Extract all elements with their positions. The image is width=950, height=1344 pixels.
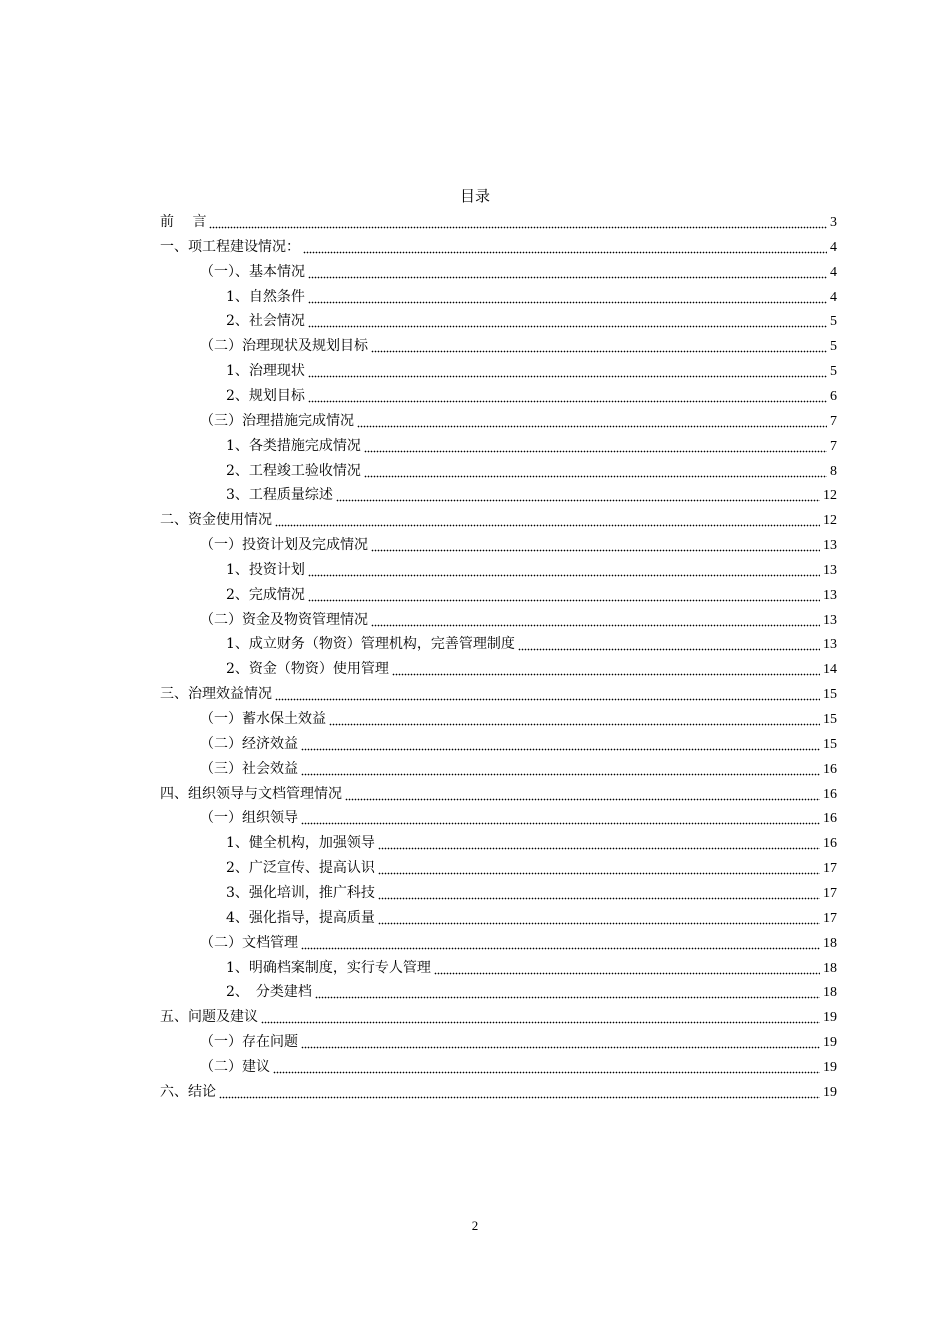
toc-entry-page: 4: [830, 289, 837, 305]
toc-entry-page: 15: [823, 687, 837, 703]
toc-leader-dots: [308, 360, 827, 382]
toc-entry-page: 4: [830, 264, 837, 280]
toc-leader-dots: [301, 932, 820, 954]
toc-entry-label: 1、投资计划: [226, 561, 305, 578]
toc-entry-page: 7: [830, 438, 837, 454]
toc-entry-page: 16: [823, 811, 837, 827]
toc-leader-dots: [308, 584, 820, 606]
toc-leader-dots: [209, 211, 827, 233]
toc-leader-dots: [275, 683, 820, 705]
toc-entry-page: 19: [823, 1010, 837, 1026]
toc-entry-label: （一）投资计划及完成情况: [200, 537, 368, 554]
toc-entry[interactable]: [160, 683, 837, 705]
toc-entry-label: 2、广泛宣传、提高认识: [226, 860, 375, 877]
toc-leader-dots: [261, 1006, 820, 1028]
toc-entry-label: 2、社会情况: [226, 313, 305, 330]
toc-entry-label: 三、治理效益情况: [160, 686, 272, 703]
toc-entry-label: 2、工程竣工验收情况: [226, 462, 361, 479]
toc-entry-page: 5: [830, 314, 837, 330]
toc-entry-page: 15: [823, 736, 837, 752]
toc-leader-dots: [308, 385, 827, 407]
toc-entry[interactable]: [200, 534, 837, 556]
toc-entry-label: 二、资金使用情况: [160, 512, 272, 529]
toc-entry-page: 19: [823, 1035, 837, 1051]
toc-entry-label: 四、组织领导与文档管理情况: [160, 785, 342, 802]
toc-entry[interactable]: [160, 236, 837, 258]
toc-entry[interactable]: [226, 907, 837, 929]
toc-entry-label: 2、 分类建档: [226, 984, 312, 1001]
toc-leader-dots: [308, 261, 827, 283]
toc-entry-label: （二）建议: [200, 1058, 270, 1075]
toc-entry-page: 15: [823, 712, 837, 727]
toc-entry[interactable]: [226, 435, 837, 457]
toc-entry[interactable]: [200, 758, 837, 780]
toc-entry-label: 3、工程质量综述: [226, 487, 333, 504]
toc-leader-dots: [371, 609, 820, 631]
toc-leader-dots: [308, 559, 820, 581]
toc-entry[interactable]: [226, 460, 837, 482]
toc-entry[interactable]: [226, 584, 837, 606]
toc-entry[interactable]: [226, 882, 837, 904]
toc-entry-page: 18: [823, 985, 837, 1001]
toc-entry-label: （三）社会效益: [200, 760, 298, 777]
toc-entry-page: 18: [823, 960, 837, 976]
toc-entry-label: 1、健全机构，加强领导: [226, 835, 375, 852]
toc-entry[interactable]: [226, 310, 837, 332]
toc-leader-dots: [336, 484, 820, 506]
toc-entry-page: 16: [823, 786, 837, 802]
toc-entry-label: （一）、基本情况: [200, 263, 305, 280]
toc-leader-dots: [434, 957, 820, 979]
toc-entry-page: 5: [830, 364, 837, 380]
toc-entry-page: 19: [823, 1059, 837, 1075]
toc-leader-dots: [301, 807, 820, 829]
toc-entry[interactable]: [226, 633, 837, 655]
toc-leader-dots: [308, 286, 827, 308]
toc-entry-label: （二）文档管理: [200, 934, 298, 951]
toc-entry-page: 18: [823, 935, 837, 951]
toc-leader-dots: [392, 658, 820, 680]
toc-leader-dots: [378, 832, 820, 854]
toc-entry-page: 12: [823, 513, 837, 529]
toc-entry-label: 前 言: [160, 214, 207, 230]
toc-entry-page: 17: [823, 885, 837, 901]
toc-entry[interactable]: [200, 1056, 837, 1078]
toc-leader-dots: [275, 509, 820, 531]
toc-entry-page: 13: [823, 637, 837, 653]
toc-entry[interactable]: [200, 807, 837, 829]
toc-entry-label: 1、成立财务（物资）管理机构，完善管理制度: [226, 636, 515, 653]
toc-leader-dots: [518, 633, 820, 655]
toc-title: 目录: [459, 187, 490, 205]
toc-entry[interactable]: [200, 609, 837, 631]
toc-entry[interactable]: [226, 360, 837, 382]
toc-entry-label: 4、强化指导，提高质量: [226, 909, 375, 926]
toc-leader-dots: [371, 534, 820, 556]
toc-entry[interactable]: [226, 658, 837, 680]
toc-entry-page: 19: [823, 1084, 837, 1100]
toc-entry-label: （一）存在问题: [200, 1034, 298, 1051]
toc-entry-page: 12: [823, 488, 837, 504]
toc-entry[interactable]: [200, 410, 837, 432]
toc-entry[interactable]: [200, 708, 837, 730]
toc-entry[interactable]: [160, 1006, 837, 1028]
toc-entry[interactable]: [226, 832, 837, 854]
toc-entry-label: （二）治理现状及规划目标: [200, 338, 368, 355]
toc-entry[interactable]: [226, 559, 837, 581]
toc-leader-dots: [301, 1031, 820, 1053]
toc-entry-label: （二）资金及物资管理情况: [200, 611, 368, 628]
toc-entry[interactable]: [226, 857, 837, 879]
toc-entry-page: 13: [823, 538, 837, 554]
toc-leader-dots: [378, 882, 820, 904]
toc-entry-label: （一）组织领导: [200, 810, 298, 827]
toc-entry-label: （二）经济效益: [200, 735, 298, 752]
toc-entry-page: 14: [823, 662, 837, 678]
toc-entry-page: 13: [823, 612, 837, 628]
toc-entry-label: 一、项工程建设情况：: [160, 238, 300, 255]
toc-entry[interactable]: [160, 1081, 837, 1103]
toc-leader-dots: [371, 335, 827, 357]
toc-entry-page: 8: [830, 463, 837, 479]
toc-entry-page: 13: [823, 587, 837, 603]
toc-leader-dots: [301, 758, 820, 780]
toc-entry-label: （三）治理措施完成情况: [200, 412, 354, 429]
toc-leader-dots: [219, 1081, 820, 1103]
toc-entry-page: 17: [823, 910, 837, 926]
toc-entry-label: 1、自然条件: [226, 288, 305, 305]
toc-entry[interactable]: [226, 957, 837, 979]
toc-entry[interactable]: [200, 335, 837, 357]
toc-entry-label: 五、问题及建议: [160, 1009, 258, 1026]
page-number: 2: [471, 1218, 479, 1233]
toc-entry[interactable]: [226, 385, 837, 407]
toc-entry-page: 7: [830, 413, 837, 429]
toc-entry-page: 3: [830, 215, 837, 230]
toc-entry-label: 1、明确档案制度，实行专人管理: [226, 959, 431, 976]
toc-entry-label: 六、结论: [160, 1083, 216, 1100]
toc-entry-page: 5: [830, 339, 837, 355]
toc-entry-page: 16: [823, 836, 837, 852]
toc-entry[interactable]: [160, 509, 837, 531]
toc-entry-label: 2、完成情况: [226, 586, 305, 603]
toc-entry-label: （一）蓄水保土效益: [200, 711, 326, 727]
toc-leader-dots: [345, 783, 820, 805]
toc-leader-dots: [315, 981, 820, 1003]
toc-entry-page: 4: [830, 239, 837, 255]
toc-entry-page: 17: [823, 861, 837, 877]
toc-entry[interactable]: [226, 981, 837, 1003]
toc-entry[interactable]: [160, 211, 837, 233]
toc-entry[interactable]: [200, 932, 837, 954]
toc-leader-dots: [357, 410, 827, 432]
toc-leader-dots: [378, 907, 820, 929]
toc-leader-dots: [273, 1056, 820, 1078]
toc-leader-dots: [301, 733, 820, 755]
toc-entry[interactable]: [200, 733, 837, 755]
toc-leader-dots: [378, 857, 820, 879]
toc-entry-label: 1、治理现状: [226, 363, 305, 380]
toc-entry-label: 1、各类措施完成情况: [226, 437, 361, 454]
toc-entry-label: 2、规划目标: [226, 387, 305, 404]
toc-entry[interactable]: [160, 783, 837, 805]
toc-entry-page: 16: [823, 761, 837, 777]
toc-entry[interactable]: [200, 261, 837, 283]
toc-entry-label: 2、资金（物资）使用管理: [226, 661, 389, 678]
toc-leader-dots: [364, 435, 827, 457]
toc-entry[interactable]: [226, 286, 837, 308]
toc-leader-dots: [308, 310, 827, 332]
toc-entry-page: 6: [830, 388, 837, 404]
toc-leader-dots: [303, 236, 827, 258]
toc-entry[interactable]: [226, 484, 837, 506]
toc-entry-page: 13: [823, 562, 837, 578]
toc-leader-dots: [329, 708, 820, 730]
toc-entry-label: 3、强化培训，推广科技: [226, 884, 375, 901]
toc-entry[interactable]: [200, 1031, 837, 1053]
toc-leader-dots: [364, 460, 827, 482]
